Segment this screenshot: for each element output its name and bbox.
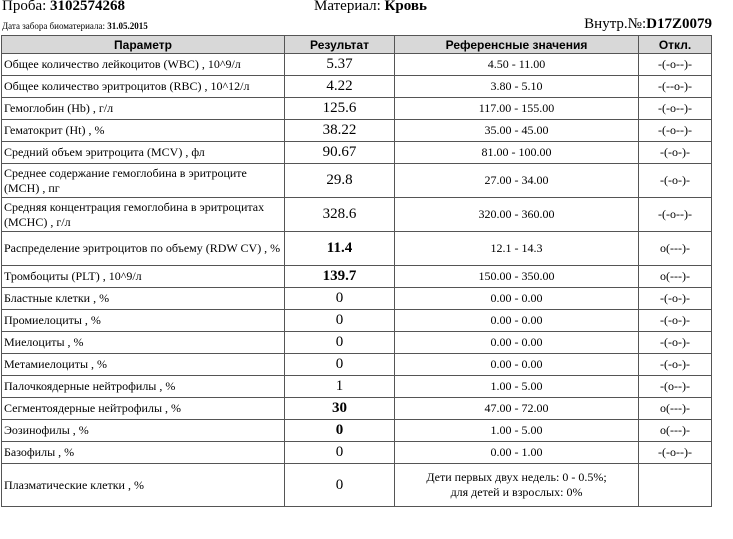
- material-value: Кровь: [384, 0, 427, 14]
- deviation-cell: -(--o-)-: [639, 76, 712, 98]
- column-header-parameter: Параметр: [2, 36, 285, 54]
- deviation-cell: o(---)-: [639, 266, 712, 288]
- result-cell: 29.8: [285, 164, 395, 198]
- param-cell: Бластные клетки , %: [2, 288, 285, 310]
- table-row: [2, 98, 712, 120]
- param-cell: Палочкоядерные нейтрофилы , %: [2, 376, 285, 398]
- reference-cell: 150.00 - 350.00: [395, 266, 639, 288]
- reference-cell: 81.00 - 100.00: [395, 142, 639, 164]
- column-header-result: Результат: [285, 36, 395, 54]
- table-row: [2, 310, 712, 332]
- param-cell: Сегментоядерные нейтрофилы , %: [2, 398, 285, 420]
- deviation-cell: -(-o--)-: [639, 98, 712, 120]
- result-cell: 139.7: [285, 266, 395, 288]
- reference-cell: 0.00 - 1.00: [395, 442, 639, 464]
- param-cell: Общее количество эритроцитов (RBC) , 10^12/л: [2, 76, 285, 98]
- reference-cell: 12.1 - 14.3: [395, 232, 639, 266]
- result-cell: 125.6: [285, 98, 395, 120]
- reference-cell: 27.00 - 34.00: [395, 164, 639, 198]
- sample-date-label: Дата забора биоматериала:: [2, 21, 105, 31]
- param-cell: Гемоглобин (Hb) , г/л: [2, 98, 285, 120]
- reference-cell: 1.00 - 5.00: [395, 376, 639, 398]
- deviation-cell: -(-o-)-: [639, 332, 712, 354]
- table-row: [2, 354, 712, 376]
- param-cell: Плазматические клетки , %: [2, 464, 285, 507]
- reference-cell: 35.00 - 45.00: [395, 120, 639, 142]
- deviation-cell: [639, 464, 712, 507]
- reference-line: Дети первых двух недель: 0 - 0.5%;: [426, 470, 607, 484]
- table-row: [2, 266, 712, 288]
- deviation-cell: -(-o--)-: [639, 54, 712, 76]
- table-row: [2, 464, 712, 507]
- reference-cell: 1.00 - 5.00: [395, 420, 639, 442]
- result-cell: 0: [285, 464, 395, 507]
- param-cell: Среднее содержание гемоглобина в эритроците (MCH) , пг: [2, 164, 285, 198]
- deviation-cell: o(---)-: [639, 232, 712, 266]
- param-cell: Средний объем эритроцита (MCV) , фл: [2, 142, 285, 164]
- reference-cell: 0.00 - 0.00: [395, 354, 639, 376]
- sample-date-field: [2, 21, 148, 31]
- result-cell: 11.4: [285, 232, 395, 266]
- table-row: [2, 420, 712, 442]
- param-cell: Распределение эритроцитов по объему (RDW CV) , %: [2, 232, 285, 266]
- probe-label: Проба:: [2, 0, 47, 14]
- result-cell: 0: [285, 332, 395, 354]
- reference-cell: [395, 464, 639, 507]
- reference-cell: 47.00 - 72.00: [395, 398, 639, 420]
- results-table: [1, 35, 712, 507]
- header-row-2: [2, 16, 722, 35]
- column-header-deviation: Откл.: [639, 36, 712, 54]
- deviation-cell: -(-o-)-: [639, 164, 712, 198]
- table-row: [2, 76, 712, 98]
- column-header-reference: Референсные значения: [395, 36, 639, 54]
- result-cell: 30: [285, 398, 395, 420]
- table-row: [2, 120, 712, 142]
- result-cell: 1: [285, 376, 395, 398]
- deviation-cell: -(o--)-: [639, 376, 712, 398]
- reference-line: для детей и взрослых: 0%: [450, 485, 583, 499]
- inner-number-value: D17Z0079: [646, 16, 712, 32]
- material-field: [314, 0, 427, 15]
- table-row: [2, 232, 712, 266]
- table-row: [2, 442, 712, 464]
- param-cell: Средняя концентрация гемоглобина в эритроцитах (MCHC) , г/л: [2, 198, 285, 232]
- param-cell: Общее количество лейкоцитов (WBC) , 10^9/л: [2, 54, 285, 76]
- deviation-cell: -(-o--)-: [639, 198, 712, 232]
- result-cell: 4.22: [285, 76, 395, 98]
- param-cell: Эозинофилы , %: [2, 420, 285, 442]
- reference-cell: 0.00 - 0.00: [395, 288, 639, 310]
- table-row: [2, 376, 712, 398]
- result-cell: 38.22: [285, 120, 395, 142]
- table-row: [2, 398, 712, 420]
- param-cell: Метамиелоциты , %: [2, 354, 285, 376]
- deviation-cell: -(-o--)-: [639, 442, 712, 464]
- table-row: [2, 164, 712, 198]
- probe-field: [2, 0, 125, 15]
- param-cell: Гематокрит (Ht) , %: [2, 120, 285, 142]
- result-cell: 0: [285, 442, 395, 464]
- result-cell: 0: [285, 310, 395, 332]
- param-cell: Базофилы , %: [2, 442, 285, 464]
- result-cell: 0: [285, 288, 395, 310]
- reference-cell: 117.00 - 155.00: [395, 98, 639, 120]
- reference-cell: 3.80 - 5.10: [395, 76, 639, 98]
- result-cell: 0: [285, 354, 395, 376]
- result-cell: 328.6: [285, 198, 395, 232]
- result-cell: 90.67: [285, 142, 395, 164]
- sample-date-value: 31.05.2015: [107, 21, 148, 31]
- reference-cell: 0.00 - 0.00: [395, 332, 639, 354]
- reference-cell: 320.00 - 360.00: [395, 198, 639, 232]
- material-label: Материал:: [314, 0, 381, 14]
- param-cell: Промиелоциты , %: [2, 310, 285, 332]
- deviation-cell: o(---)-: [639, 398, 712, 420]
- deviation-cell: o(---)-: [639, 420, 712, 442]
- result-cell: 0: [285, 420, 395, 442]
- result-cell: 5.37: [285, 54, 395, 76]
- table-header-row: [2, 36, 712, 54]
- probe-value: 3102574268: [50, 0, 126, 14]
- deviation-cell: -(-o-)-: [639, 142, 712, 164]
- table-row: [2, 142, 712, 164]
- deviation-cell: -(-o-)-: [639, 288, 712, 310]
- table-row: [2, 198, 712, 232]
- reference-cell: 4.50 - 11.00: [395, 54, 639, 76]
- reference-cell: 0.00 - 0.00: [395, 310, 639, 332]
- inner-number-field: [584, 16, 712, 33]
- inner-number-label: Внутр.№:: [584, 16, 647, 32]
- param-cell: Тромбоциты (PLT) , 10^9/л: [2, 266, 285, 288]
- deviation-cell: -(-o-)-: [639, 310, 712, 332]
- table-row: [2, 332, 712, 354]
- param-cell: Миелоциты , %: [2, 332, 285, 354]
- deviation-cell: -(-o--)-: [639, 120, 712, 142]
- deviation-cell: -(-o-)-: [639, 354, 712, 376]
- table-row: [2, 54, 712, 76]
- table-row: [2, 288, 712, 310]
